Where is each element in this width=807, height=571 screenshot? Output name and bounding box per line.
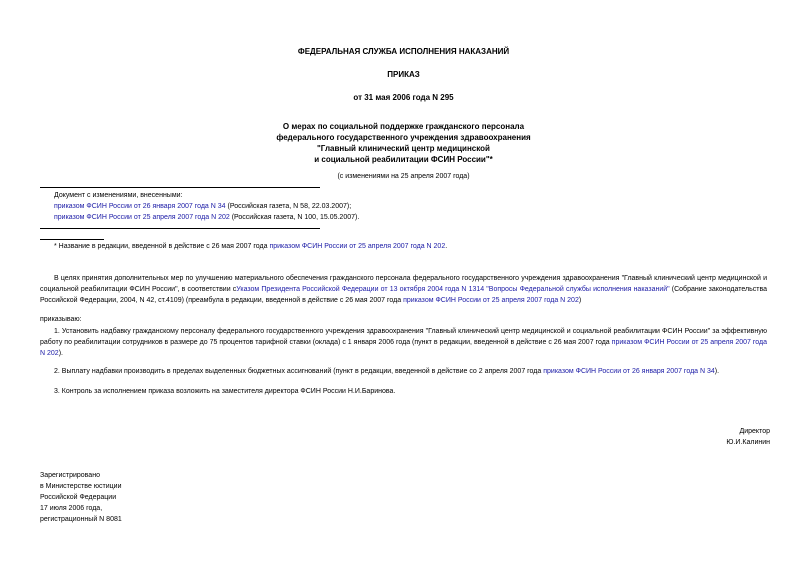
title-line: и социальной реабилитации ФСИН России"* xyxy=(314,155,493,164)
amendment-link[interactable]: приказом ФСИН России от 26 января 2007 года N 34 xyxy=(543,368,715,375)
footnote: * Название в редакции, введенной в действие с 26 мая 2007 года приказом ФСИН России от 25 апреля 2007 года N 202. xyxy=(54,243,448,250)
amendment-link[interactable]: приказом ФСИН России от 25 апреля 2007 года N 202 xyxy=(54,214,230,221)
registration-line: 17 июля 2006 года, xyxy=(40,505,103,512)
footnote-link[interactable]: приказом ФСИН России от 25 апреля 2007 года N 202 xyxy=(269,243,446,250)
order-item-1: 1. Установить надбавку гражданскому персоналу федерального государственного учреждения здравоохранения "Главный клинический центр медицинской и социальной реабилитации ФСИН России" за эффективную работу по реабилитации сотрудников в размере до 75 процентов тарифной ставки (оклада) с 1 января 2006 года (пункт в редакции, введенной в действие с 26 мая 2007 года приказом ФСИН России от 25 апреля 2007 года N 202). xyxy=(40,328,767,357)
doc-date: от 31 мая 2006 года N 295 xyxy=(353,93,454,102)
changes-item: приказом ФСИН России от 26 января 2007 года N 34 (Российская газета, N 58, 22.03.2007); xyxy=(54,203,352,210)
signature-position: Директор xyxy=(739,428,770,435)
order-item-3: 3. Контроль за исполнением приказа возложить на заместителя директора ФСИН России Н.И.Баринова. xyxy=(54,388,396,395)
decree-link[interactable]: Указом Президента Российской Федерации от 13 октября 2004 года N 1314 "Вопросы Федеральной службы исполнения наказаний" xyxy=(236,286,670,293)
signature-name: Ю.И.Калинин xyxy=(726,439,770,446)
footnote-divider xyxy=(40,239,104,240)
amended-note: (с изменениями на 25 апреля 2007 года) xyxy=(337,173,470,180)
registration-line: Российской Федерации xyxy=(40,494,117,501)
preamble: В целях принятия дополнительных мер по улучшению материального обеспечения гражданского персонала федерального государственного учреждения здравоохранения "Главный клинический центр медицинской и социальной реабилитации ФСИН России", в соответствии сУказом Президента Российской Федерации от 13 октября 2004 года N 1314 "Вопросы Федеральной службы исполнения наказаний" (Собрание законодательства Российской Федерации, 2004, N 42, ст.4109) (преамбула в редакции, введенной в действие с 26 мая 2007 года приказом ФСИН России от 25 апреля 2007 года N 202) xyxy=(40,275,767,304)
order-item-2: 2. Выплату надбавки производить в пределах выделенных бюджетных ассигнований (пункт в редакции, введенной в действие со 2 апреля 2007 года приказом ФСИН России от 26 января 2007 года N 34). xyxy=(54,368,720,375)
agency-name: ФЕДЕРАЛЬНАЯ СЛУЖБА ИСПОЛНЕНИЯ НАКАЗАНИЙ xyxy=(297,47,510,56)
registration-line: Зарегистрировано xyxy=(40,472,100,479)
amendment-link[interactable]: приказом ФСИН России от 25 апреля 2007 года N 202 xyxy=(403,297,579,304)
amendment-link[interactable]: приказом ФСИН России от 26 января 2007 года N 34 xyxy=(54,203,226,210)
title-line: О мерах по социальной поддержке гражданского персонала xyxy=(282,122,525,131)
title-line: федерального государственного учреждения здравоохранения xyxy=(276,133,531,142)
changes-item: приказом ФСИН России от 25 апреля 2007 года N 202 (Российская газета, N 100, 15.05.2007). xyxy=(54,214,360,221)
amendment-link[interactable]: приказом ФСИН России от 25 апреля 2007 года N 202 xyxy=(40,339,767,357)
doc-type: ПРИКАЗ xyxy=(387,70,420,79)
order-word: приказываю: xyxy=(40,316,82,323)
divider xyxy=(40,228,320,229)
registration-line: регистрационный N 8081 xyxy=(40,516,122,523)
title-line: "Главный клинический центр медицинской xyxy=(317,144,490,153)
changes-header: Документ с изменениями, внесенными: xyxy=(54,192,183,199)
divider xyxy=(40,187,320,188)
registration-line: в Министерстве юстиции xyxy=(40,483,122,490)
